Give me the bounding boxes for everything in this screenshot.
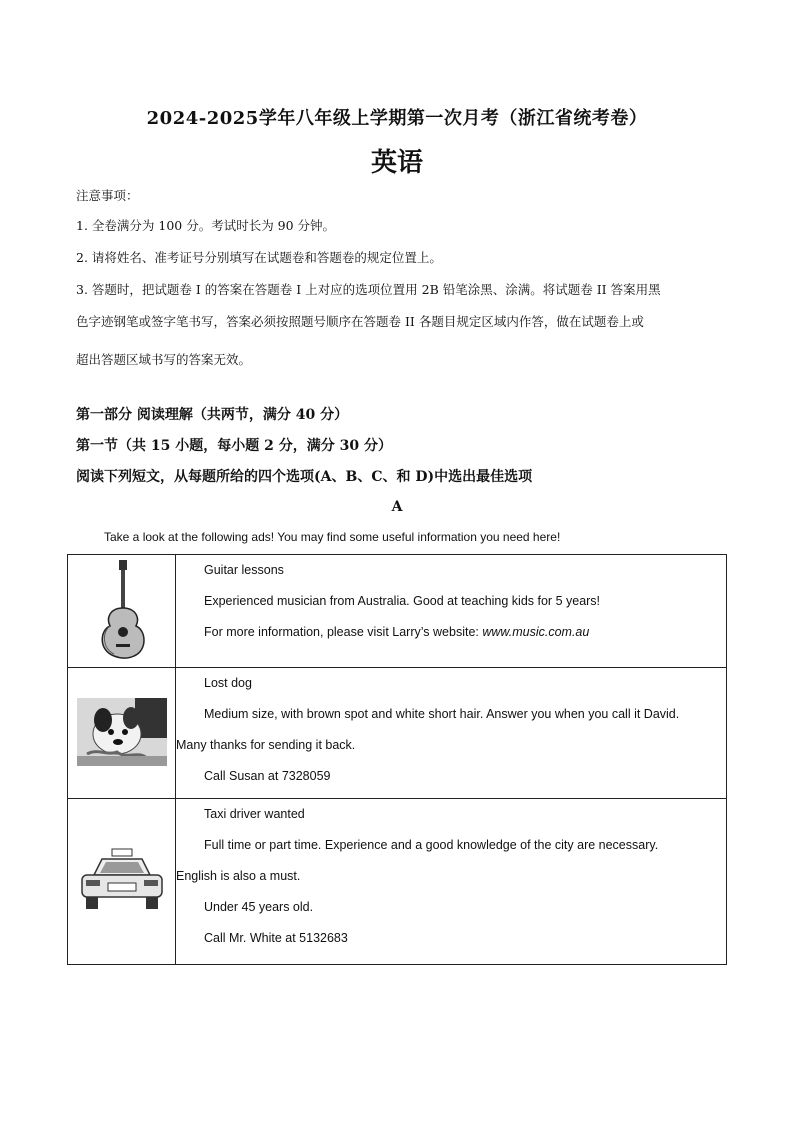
- ad-line: [176, 617, 726, 648]
- instruction-text: 阅读下列短文，从每题所给的四个选项(A、B、C、和 D)中选出最佳选项: [76, 469, 533, 485]
- ad-text-cell: [176, 799, 727, 965]
- passage-intro: Take a look at the following ads! You may find some useful information you need here!: [104, 530, 561, 544]
- ad-image-cell: [68, 555, 176, 668]
- note-item-3: 3. 答题时，把试题卷 I 的答案在答题卷 I 上对应的选项位置用 2B 铅笔涂黑、涂满。将试题卷 II 答案用黑: [76, 282, 661, 297]
- ad-line: Under 45 years old.: [204, 900, 314, 914]
- notes-block: [76, 186, 721, 388]
- ad-line: Call Mr. White at 5132683: [204, 931, 348, 945]
- website-link[interactable]: www.music.com.au: [482, 625, 590, 639]
- ad-image-cell: [68, 668, 176, 799]
- note-item-3-cont-2: 超出答题区域书写的答案无效。: [76, 352, 252, 367]
- exam-title: 2024-2025学年八年级上学期第一次月考（浙江省统考卷）: [146, 108, 648, 129]
- ad-row-taxi: [68, 799, 727, 965]
- ad-row-dog: [68, 668, 727, 799]
- ad-title: Taxi driver wanted: [204, 807, 305, 821]
- note-item-2: 2. 请将姓名、准考证号分别填写在试题卷和答题卷的规定位置上。: [76, 250, 442, 265]
- ad-line: Call Susan at 7328059: [204, 769, 331, 783]
- ad-line: Medium size, with brown spot and white short hair. Answer you when you call it David.: [204, 707, 680, 721]
- part-heading: 第一部分 阅读理解（共两节，满分 40 分）: [76, 407, 349, 423]
- dog-icon: [77, 698, 167, 766]
- ad-row-guitar: [68, 555, 727, 668]
- ad-title: Lost dog: [204, 676, 252, 690]
- ad-line: Experienced musician from Australia. Good at teaching kids for 5 years!: [204, 594, 601, 608]
- ad-text-cell: [176, 555, 727, 668]
- passage-letter: A: [391, 499, 403, 515]
- subsection-heading: 第一节（共 15 小题，每小题 2 分，满分 30 分）: [76, 438, 392, 454]
- note-item-3-cont-1: 色字迹钢笔或签字笔书写，答案必须按照题号顺序在答题卷 II 各题目规定区域内作答，做在试题卷上或: [76, 314, 644, 329]
- ad-line: English is also a must.: [176, 869, 301, 883]
- subject-title: 英语: [370, 148, 423, 178]
- ad-line: Many thanks for sending it back.: [176, 738, 356, 752]
- ad-title: Guitar lessons: [204, 563, 284, 577]
- taxi-icon: [76, 847, 168, 913]
- ad-line: Full time or part time. Experience and a good knowledge of the city are necessary.: [204, 838, 659, 852]
- ads-table: [67, 554, 727, 965]
- guitar-icon: [92, 558, 152, 662]
- ad-text-cell: [176, 668, 727, 799]
- ad-image-cell: [68, 799, 176, 965]
- notes-heading: 注意事项：: [76, 188, 139, 203]
- ad-url-prefix: For more information, please visit Larry’s website:: [204, 625, 483, 639]
- note-item-1: 1. 全卷满分为 100 分。考试时长为 90 分钟。: [76, 218, 336, 233]
